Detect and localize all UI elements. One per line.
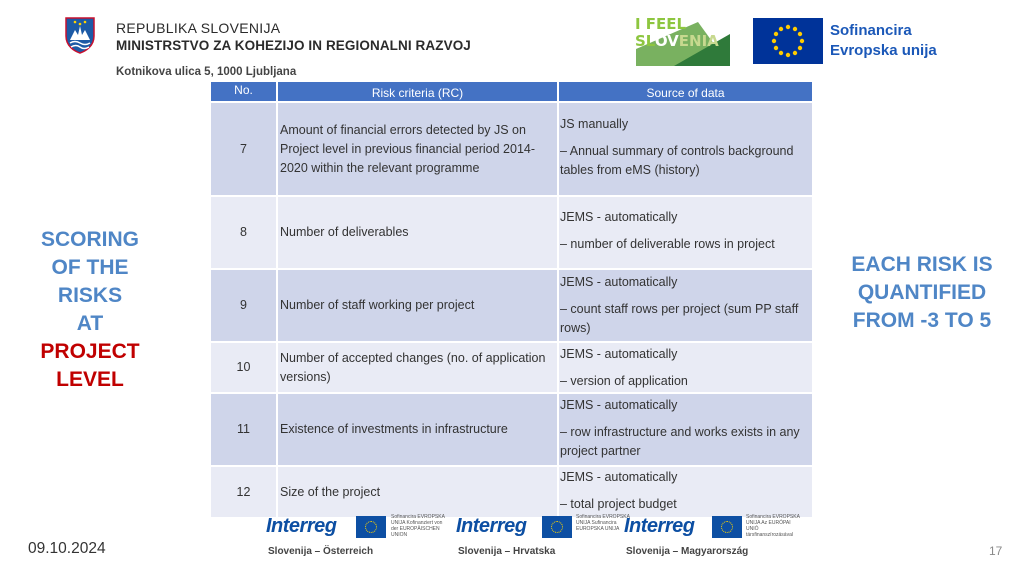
table-row: [211, 465, 812, 517]
source-line2: – total project budget: [560, 497, 677, 511]
criteria-text: Number of accepted changes (no. of application versions): [280, 350, 546, 384]
header-criteria: Risk criteria (RC): [278, 82, 559, 101]
criteria-text: Existence of investments in infrastructure: [280, 422, 508, 436]
i-feel-slovenia-logo: [634, 16, 730, 66]
row-criteria: [278, 197, 559, 268]
cofund-label: Sofinancira EVROPSKA UNIJA Kofinanziert von der EUROPÄISCHEN UNION: [391, 514, 445, 538]
row-criteria: [278, 270, 559, 341]
criteria-text: Size of the project: [280, 484, 381, 499]
table-row: [211, 101, 812, 195]
interreg-logos: [266, 514, 798, 564]
source-line1: JEMS - automatically: [560, 470, 678, 484]
criteria-text: Number of deliverables: [280, 225, 409, 239]
slovenia-coat-of-arms-icon: [64, 16, 96, 54]
row-no: 12: [211, 467, 278, 517]
source-line2: – count staff rows per project (sum PP staff rows): [560, 302, 799, 335]
row-no: 10: [211, 343, 278, 392]
ifs-ov: OV: [654, 32, 679, 50]
scoring-note-line3: RISKS: [57, 284, 123, 307]
scoring-note: [36, 226, 144, 394]
risk-criteria-table: [211, 82, 812, 517]
gov-line1: REPUBLIKA SLOVENIJA: [116, 20, 281, 36]
quantified-note-line1: EACH RISK IS: [851, 253, 993, 276]
table-row: [211, 341, 812, 392]
quantified-note: [838, 251, 1006, 335]
ifs-enia: ENIA: [678, 32, 719, 50]
ministry-address: Kotnikova ulica 5, 1000 Ljubljana: [116, 66, 297, 78]
program-country: Slovenija – Hrvatska: [458, 546, 556, 557]
table-row: [211, 268, 812, 341]
quantified-note-line3: FROM -3 TO 5: [852, 309, 992, 332]
interreg-logo-at: [266, 514, 446, 562]
row-criteria: [278, 343, 559, 392]
source-line1: JEMS - automatically: [560, 347, 678, 361]
page-number: 17: [989, 544, 1003, 558]
quantified-note-line2: QUANTIFIED: [857, 281, 987, 304]
interreg-logo-hu: [624, 514, 798, 562]
eu-flag-icon: [753, 18, 823, 64]
header-source: Source of data: [646, 86, 725, 100]
cofund-label: Sofinancira EVROPSKA UNIJA Az EURÓPAI UNIÓ társfinanszírozásával: [746, 514, 800, 538]
source-line2: – version of application: [560, 374, 688, 388]
scoring-note-line2: OF THE: [51, 256, 129, 279]
row-no: 8: [211, 197, 278, 268]
ministry-heading: [116, 20, 471, 55]
row-no: 9: [211, 270, 278, 341]
table-row: [211, 195, 812, 268]
slide-date: 09.10.2024: [28, 540, 106, 557]
gov-line2: MINISTRSTVO ZA KOHEZIJO IN REGIONALNI RAZVOJ: [116, 38, 471, 53]
source-line1: JEMS - automatically: [560, 398, 678, 412]
eu-line2: Evropska unija: [830, 42, 937, 59]
source-line2: – Annual summary of controls background tables from eMS (history): [560, 144, 794, 177]
interreg-wordmark: Interreg: [456, 515, 527, 537]
row-no: 11: [211, 394, 278, 465]
source-line2: – row infrastructure and works exists in any project partner: [560, 425, 800, 458]
row-criteria: [278, 394, 559, 465]
interreg-logo-hr: [456, 514, 630, 562]
source-line1: JS manually: [560, 117, 629, 131]
program-country: Slovenija – Österreich: [268, 546, 374, 557]
row-no: 7: [211, 103, 278, 195]
scoring-note-line5: PROJECT: [40, 340, 140, 363]
interreg-wordmark: Interreg: [624, 515, 695, 537]
scoring-note-line4: AT: [76, 312, 104, 335]
row-source: [559, 197, 812, 268]
interreg-wordmark: Interreg: [266, 515, 337, 537]
cofund-label: Sofinancira EVROPSKA UNIJA Sufinancira EUROPSKA UNIJA: [576, 514, 630, 532]
ifs-line2: [635, 33, 730, 50]
ifs-sl: SL: [635, 32, 655, 50]
eu-flag-icon: [356, 516, 386, 538]
row-source: [559, 270, 812, 341]
eu-flag-icon: [712, 516, 742, 538]
row-source: [559, 394, 812, 465]
eu-line1: Sofinancira: [830, 22, 912, 39]
row-criteria: [278, 467, 559, 517]
ifs-line1: I FEEL: [635, 15, 687, 33]
criteria-text: Amount of financial errors detected by JS on Project level in previous financial period 2014-2020 within the relevant programme: [280, 122, 536, 175]
eu-flag-icon: [542, 516, 572, 538]
row-source: [559, 103, 812, 195]
scoring-note-line1: SCORING: [40, 228, 139, 251]
source-line2: – number of deliverable rows in project: [560, 237, 775, 251]
table-header-row: [211, 82, 812, 101]
criteria-text: Number of staff working per project: [280, 298, 475, 312]
scoring-note-line6: LEVEL: [56, 368, 124, 391]
source-line1: JEMS - automatically: [560, 275, 678, 289]
table-row: [211, 392, 812, 465]
row-source: [559, 467, 812, 517]
row-source: [559, 343, 812, 392]
eu-cofund-text: [830, 21, 937, 61]
program-country: Slovenija – Magyarország: [626, 546, 749, 557]
header-no: No.: [211, 82, 278, 101]
row-criteria: [278, 103, 559, 195]
source-line1: JEMS - automatically: [560, 210, 678, 224]
